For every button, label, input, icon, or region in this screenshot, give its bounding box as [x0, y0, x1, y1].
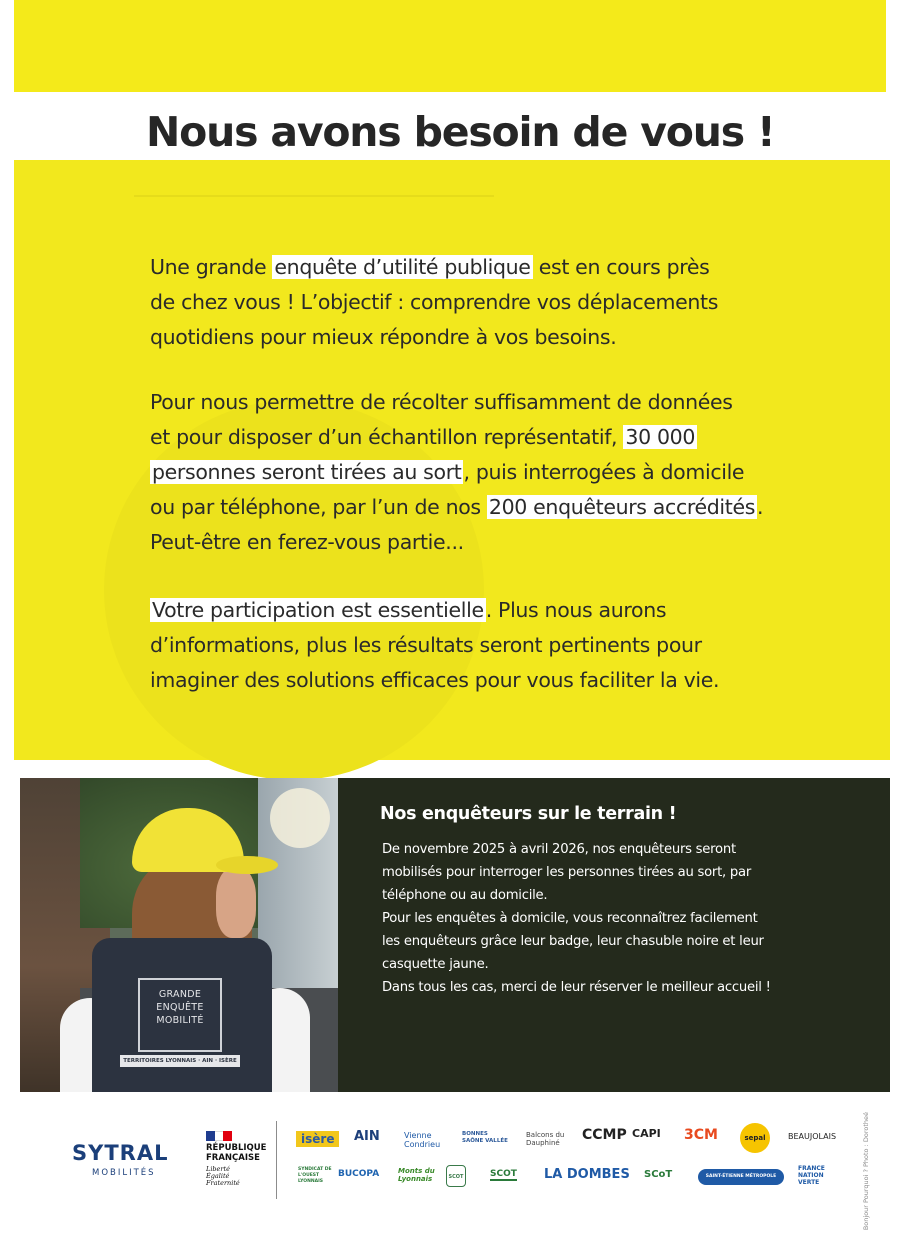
french-flag-icon	[206, 1131, 232, 1141]
partner-logo-saint-etienne-metropole: SAINT-ÉTIENNE MÉTROPOLE	[698, 1169, 784, 1185]
yellow-cap-brim	[216, 856, 278, 874]
field-line: casquette jaune.	[382, 957, 489, 972]
intro-paragraph	[150, 250, 830, 355]
badge-line: GRANDE	[158, 989, 202, 1000]
field-info-panel	[338, 778, 890, 1092]
sampling-text: Peut-être en ferez-vous partie...	[150, 530, 464, 554]
partner-logo-scot-3: SCoT	[644, 1169, 673, 1180]
partner-logo-ain: AIN	[354, 1129, 380, 1144]
sampling-text: , puis interrogées à domicile	[463, 460, 745, 484]
partner-logo-scot-2: SCOT	[490, 1169, 517, 1179]
partner-logo-bonnes-saone: BONNES SAÔNE VALLÉE	[462, 1131, 508, 1144]
partner-logo-ccmp: CCMP	[582, 1127, 627, 1143]
intro-text: Une grande	[150, 255, 273, 279]
badge-territory-tag: TERRITOIRES LYONNAIS · AIN · ISÈRE	[120, 1055, 240, 1067]
partner-logo-monts-lyonnais: Monts du Lyonnais	[398, 1167, 435, 1183]
top-yellow-strip	[14, 0, 886, 92]
field-line: les enquêteurs grâce leur badge, leur chasuble noire et leur	[382, 934, 764, 949]
highlight-participation: Votre participation est essentielle	[152, 598, 484, 622]
partner-logo-syndicat-ouest-lyonnais: SYNDICAT DE L'OUEST LYONNAIS	[298, 1167, 332, 1184]
field-title: Nos enquêteurs sur le terrain !	[380, 804, 677, 824]
partner-logo-balcons-dauphine: Balcons du Dauphiné	[526, 1131, 565, 1147]
participation-text: . Plus nous aurons	[485, 598, 667, 622]
highlight-surveyors: 200 enquêteurs accrédités	[488, 495, 756, 519]
sampling-paragraph	[150, 385, 830, 560]
rf-line: RÉPUBLIQUE	[206, 1143, 267, 1153]
field-line: Dans tous les cas, merci de leur réserver le meilleur accueil !	[382, 980, 771, 995]
sampling-text: ou par téléphone, par l’un de nos	[150, 495, 487, 519]
partner-logo-la-dombes: LA DOMBES	[544, 1167, 630, 1182]
highlight-random-draw: personnes seront tirées au sort	[152, 460, 462, 484]
partner-logo-vienne-condrieu: Vienne Condrieu	[404, 1131, 441, 1149]
field-line: De novembre 2025 à avril 2026, nos enquêteurs seront	[382, 842, 736, 857]
field-line: mobilisés pour interroger les personnes tirées au sort, par	[382, 865, 752, 880]
page-title: Nous avons besoin de vous !	[146, 108, 775, 156]
motto-line: Liberté	[206, 1165, 230, 1173]
partner-logo-sepal: sepal	[740, 1123, 770, 1153]
partner-logo-scot-1: SCOT	[446, 1165, 466, 1187]
partner-logo-beaujolais: BEAUJOLAIS	[788, 1132, 837, 1141]
participation-paragraph	[150, 593, 830, 698]
sytral-logo: SYTRAL	[72, 1141, 169, 1165]
partner-logo-isere: isère	[296, 1131, 339, 1147]
field-line: Pour les enquêtes à domicile, vous reconnaîtrez facilement	[382, 911, 758, 926]
partner-logo-france-nation-verte: FRANCE NATION VERTE	[798, 1165, 825, 1186]
surveyor-face	[216, 868, 256, 938]
photo-background-light	[270, 788, 330, 848]
republic-motto	[206, 1166, 240, 1187]
motto-line: Fraternité	[206, 1179, 240, 1187]
participation-text: d’informations, plus les résultats seront pertinents pour	[150, 633, 702, 657]
sampling-text: Pour nous permettre de récolter suffisamment de données	[150, 390, 733, 414]
field-line: téléphone ou au domicile.	[382, 888, 548, 903]
partner-logo-3cm: 3CM	[684, 1127, 718, 1143]
sampling-text: et pour disposer d’un échantillon représentatif,	[150, 425, 624, 449]
background-rule	[134, 195, 494, 197]
participation-text: imaginer des solutions efficaces pour vous faciliter la vie.	[150, 668, 720, 692]
motto-line: Égalité	[206, 1172, 230, 1180]
badge-line: MOBILITÉ	[156, 1015, 204, 1026]
field-text	[382, 838, 882, 999]
intro-text: est en cours près	[532, 255, 710, 279]
intro-text: quotidiens pour mieux répondre à vos besoins.	[150, 325, 617, 349]
sampling-text: .	[757, 495, 764, 519]
highlight-sample-size: 30 000	[625, 425, 696, 449]
photo-credit: Bonjour Pourquoi ? Photo : Dorotheé	[862, 1112, 870, 1231]
republique-francaise-logo	[206, 1143, 266, 1163]
partner-footer	[14, 1095, 890, 1205]
intro-text: de chez vous ! L’objectif : comprendre vos déplacements	[150, 290, 719, 314]
survey-badge	[138, 978, 222, 1052]
partner-logo-capi: CAPI	[632, 1127, 661, 1140]
rf-line: FRANÇAISE	[206, 1153, 260, 1163]
badge-line: ENQUÊTE	[156, 1002, 204, 1013]
sytral-logo-subtitle: MOBILITÉS	[92, 1168, 156, 1178]
footer-divider	[276, 1121, 277, 1199]
highlight-public-survey: enquête d’utilité publique	[274, 255, 531, 279]
partner-logo-bucopa: BUCOPA	[338, 1169, 380, 1179]
surveyor-photo	[20, 778, 338, 1092]
